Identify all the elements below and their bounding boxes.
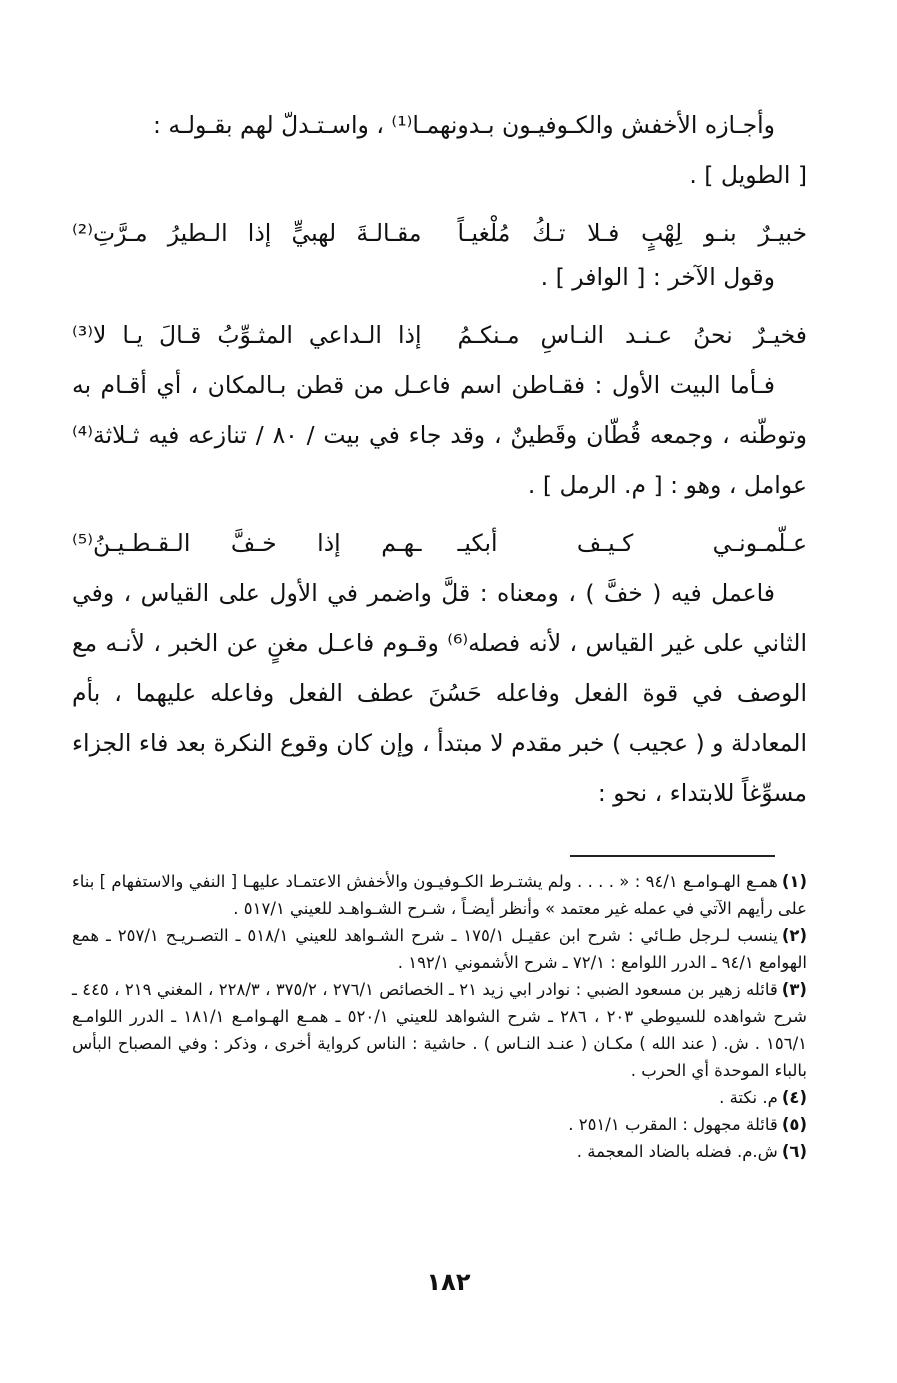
footnote-text: ش.م. فضله بالضاد المعجمة . [576, 1142, 778, 1161]
verse-3-first-hemistich: عـلّمـونـي كـيـف أبكيـ [457, 529, 807, 557]
footnote-divider [570, 855, 775, 857]
paragraph-3: فـأما البيت الأول : فقـاطن اسم فاعـل من قطن بـالمكان ، أي أقـام به وتوطّنه ، وجمعه قُطّان وقَطينٌ ، وقد جاء في بيت / ٨٠ / تنازعه فيه ثـلاثة⁽⁴⁾ عوامل ، وهو : [ م. الرمل ] . [72, 371, 807, 499]
verse-1-first-hemistich: خبيـرٌ بنـو لِهْبٍ فـلا تـكُ مُلْغيـاً [457, 219, 807, 247]
verse-2 [72, 310, 807, 360]
verse-3 [72, 518, 807, 568]
footnote-number: (٢) [781, 926, 807, 945]
page-number: ١٨٢ [426, 1268, 471, 1296]
footnote-text: م. نكتة . [719, 1088, 778, 1107]
verse-2-second-hemistich: إذا الـداعي المثـوِّبُ قـالَ يـا لا⁽³⁾ [72, 321, 422, 349]
footnote-6 [72, 1138, 807, 1165]
meter-label-1: [ الطويل ] . [689, 161, 807, 189]
footnote-text: ينسب لـرجل طـائي : شرح ابن عقيـل ١٧٥/١ ـ شرح الشـواهد للعيني ٥١٨/١ ـ التصـريـح ٢٥٧/١ ـ همع الهوامع ٩٤/١ ـ الدرر اللوامع : ٧٢/١ ـ شرح الأشموني ١٩٢/١ . [72, 926, 807, 972]
verse-3-second-hemistich: ـهـم إذا خـفَّ الـقـطـيـنُ⁽⁵⁾ [72, 529, 422, 557]
paragraph-1: وأجـازه الأخفش والكـوفيـون بـدونهمـا⁽¹⁾ ، واسـتـدلّ لهم بقـولـه : [153, 111, 775, 139]
footnote-text: قائله زهير بن مسعود الضبي : نوادر ابي زيد ٢١ ـ الخصائص ٢٧٦/١ ، ٣٧٥/٢ ، ٢٢٨/٣ ، المغني ٢١٩ ، ٤٤٥ ـ شرح شواهده للسيوطي ٢٠٣ ، ٢٨٦ ـ شرح الشواهد للعيني ٥٢٠/١ ـ همـع الهـوامـع ١٨١/١ ـ الدرر اللوامـع ١٥٦/١ . ش. ( عند الله ) مكـان ( عنـد النـاس ) . حاشية : الناس كرواية أخرى ، وذكر : وفي المصباح البأس بالباء الموحدة أي الحرب . [72, 980, 807, 1080]
footnote-1 [72, 868, 807, 922]
footnote-5 [72, 1111, 807, 1138]
footnotes [72, 868, 807, 1165]
paragraph-2: وقول الآخر : [ الوافر ] . [540, 263, 775, 291]
main-text [72, 100, 807, 818]
footnote-text: قائلة مجهول : المقرب ٢٥١/١ . [568, 1115, 778, 1134]
paragraph-4: فاعمل فيه ( خفَّ ) ، ومعناه : قلَّ واضمر في الأول على القياس ، وفي الثاني على غير القياس ، لأنه فصله⁽⁶⁾ وقـوم فاعـل مغنٍ عن الخبر ، لأنـه مع الوصف في قوة الفعل وفاعله حَسُنَ عطف الفعل وفاعله عليهما ، بأم المعادلة و ( عجيب ) خبر مقدم لا مبتدأ ، وإن كان وقوع النكرة بعد فاء الجزاء مسوِّغاً للابتداء ، نحو : [72, 579, 807, 807]
footnote-number: (٥) [781, 1115, 807, 1134]
footnote-text: همـع الهـوامـع ٩٤/١ : « . . . . ولم يشتـرط الكـوفيـون والأخفش الاعتمـاد عليهـا [ النفي والاستفهام ] بناء على رأيهم الآتي في عمله غير معتمد » وأنظر أيضـاً ، شـرح الشـواهـد للعيني ٥١٧/١ . [72, 872, 807, 918]
footnote-4 [72, 1084, 807, 1111]
footnote-3 [72, 976, 807, 1084]
footnote-number: (٤) [781, 1088, 807, 1107]
footnote-number: (٣) [781, 980, 807, 999]
verse-2-first-hemistich: فخيـرٌ نحنُ عـنـد النـاسِ مـنكـمُ [457, 321, 807, 349]
verse-1 [72, 208, 807, 258]
footnote-number: (١) [781, 872, 807, 891]
verse-1-second-hemistich: مقـالـةَ لهبيٍّ إذا الـطيرُ مـرَّتِ⁽²⁾ [72, 219, 422, 247]
footnote-2 [72, 922, 807, 976]
footnote-number: (٦) [781, 1142, 807, 1161]
